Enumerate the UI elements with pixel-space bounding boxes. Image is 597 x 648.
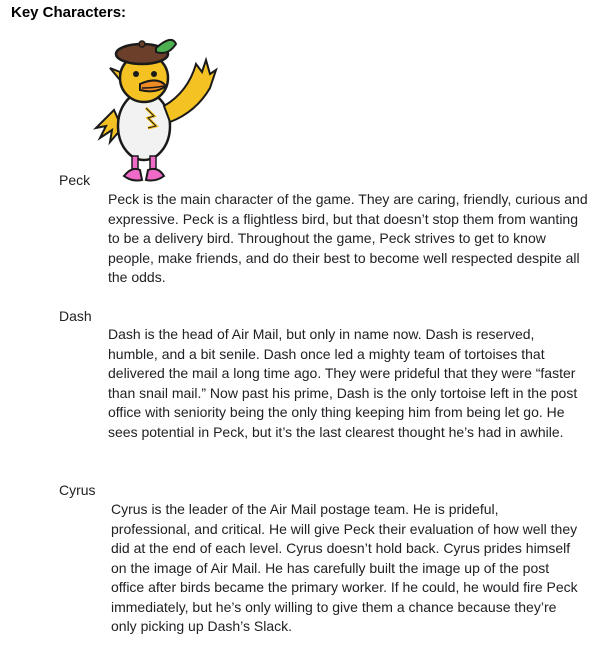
character-name-cyrus: Cyrus [59,482,96,498]
character-description-dash: Dash is the head of Air Mail, but only in name now. Dash is reserved, humble, and a bit senile. Dash once led a mighty team of tortoises that delivered the mail a long time ago. They were prideful that they were “faster than snail mail.” Now past his prime, Dash is the only tortoise left in the post office with seniority being the only thing keeping him from being let go. He sees potential in Peck, but it’s the last clearest thought he’s had in awhile. [108,326,578,440]
peck-bird-mascot-icon [92,30,220,190]
character-name-dash: Dash [59,308,92,324]
character-description-cyrus: Cyrus is the leader of the Air Mail postage team. He is prideful, professional, and critical. He will give Peck their evaluation of how well they did at the end of each level. Cyrus doesn’t hold back. Cyrus prides himself on the image of Air Mail. He has carefully built the image up of the post office after birds became the primary worker. If he could, he would fire Peck immediately, but he’s only willing to give them a chance because they’re only picking up Dash’s Slack. [111,501,578,634]
section-heading: Key Characters: [11,4,127,21]
character-name-peck: Peck [59,172,91,188]
character-description-peck: Peck is the main character of the game. They are caring, friendly, curious and expressive. Peck is a flightless bird, but that doesn’t stop them from wanting to be a delivery bird. Throughout the game, Peck strives to get to know people, make friends, and do their best to become well respected despite all the odds. [108,191,588,285]
